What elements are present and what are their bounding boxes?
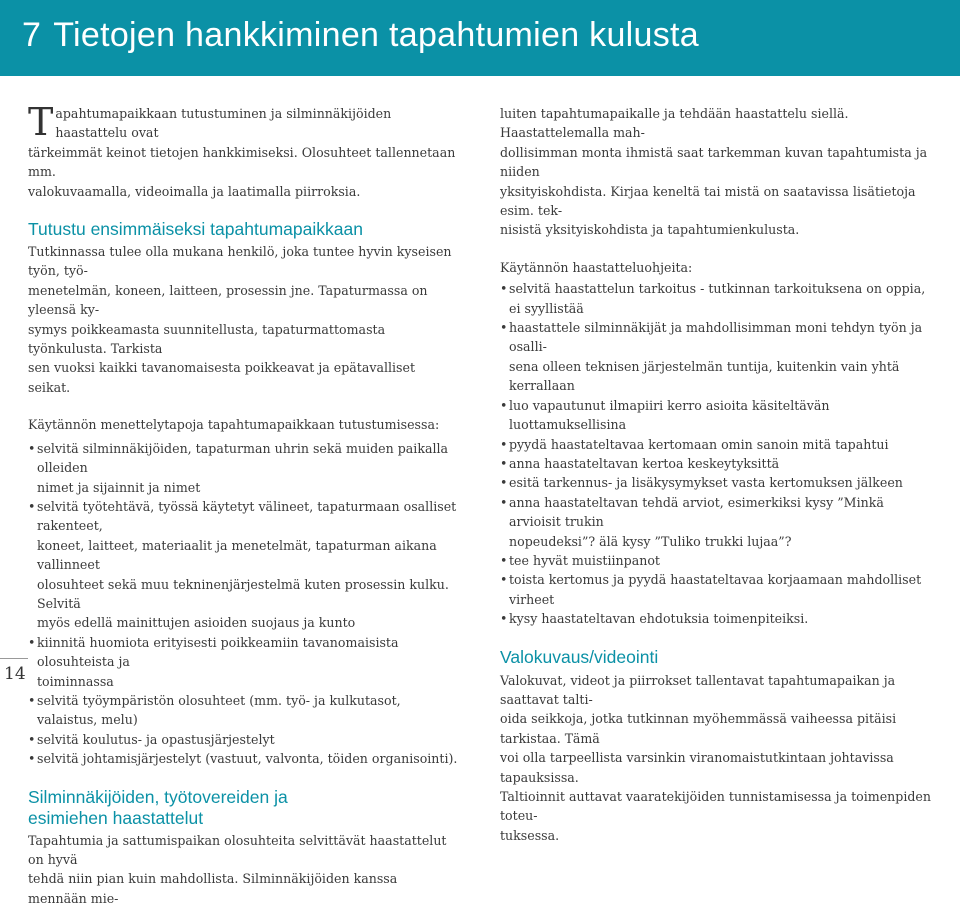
practices-list [28, 439, 460, 769]
list-item: • selvitä silminnäkijöiden, tapaturman uhrin sekä muiden paikalla olleiden nimet ja sijainnit ja nimet [28, 440, 449, 495]
list-item: • pyydä haastateltavaa kertomaan omin sanoin mitä tapahtui [500, 436, 889, 452]
drop-cap: T [28, 100, 54, 144]
list-item: • selvitä haastattelun tarkoitus - tutkinnan tarkoituksena on oppia, ei syyllistää [500, 281, 926, 316]
list-item: • selvitä koulutus- ja opastusjärjestelyt [28, 731, 275, 747]
list-item: • luo vapautunut ilmapiiri kerro asioita käsiteltävän luottamuksellisina [500, 397, 830, 433]
list-item: • kysy haastateltavan ehdotuksia toimenpiteiksi. [500, 611, 809, 627]
intro-line: tärkeimmät keinot tietojen hankkimiseksi. Olosuhteet tallennetaan mm. [28, 144, 456, 180]
list-item: • anna haastateltavan tehdä arviot, esimerkiksi kysy ”Minkä arvioisit trukin nopeudeksi”? älä kysy ”Tuliko trukki lujaa”? [500, 494, 884, 549]
list-item: • tee hyvät muistiinpanot [500, 552, 660, 568]
list-item: • haastattele silminnäkijät ja mahdollisimman moni tehdyn työn ja osalli- sena olleen teknisen järjestelmän tuntija, kuitenkin vain yhtä kerrallaan [500, 320, 923, 394]
intro-paragraph [28, 100, 460, 201]
section-heading: Silminnäkijöiden, työtovereiden ja esimiehen haastattelut [28, 786, 288, 828]
section-paragraph: Valokuvat, videot ja piirrokset tallentavat tapahtumapaikan ja saattavat talti- oida seikkoja, jotka tutkinnan myöhemmässä vaiheessa pitäisi tarkistaa. Tämä voi olla tarpeellista varsinkin viranomaistutkintaan johtavissa tapauksissa. Taltioinnit auttavat vaaratekijöiden tunnistamisessa ja toimenpiden toteu- tuksessa. [500, 672, 931, 843]
page-number: 14 [4, 664, 26, 684]
section-paragraph: Tutkinnassa tulee olla mukana henkilö, joka tuntee hyvin kyseisen työn, työ- menetelmän, koneen, laitteen, prosessin jne. Tapaturmassa on yleensä ky- symys poikkeamasta suunnitellusta, tapaturmattomasta työnkulusta. Tarkista sen vuoksi kaikki tavanomaisesta poikkeavat ja epätavalliset seikat. [28, 244, 452, 395]
chapter-header [0, 0, 960, 76]
list-item: • selvitä työympäristön olosuhteet (mm. työ- ja kulkutasot, valaistus, melu) [28, 692, 401, 728]
page-number-rule [0, 658, 28, 659]
continued-paragraph: luiten tapahtumapaikalle ja tehdään haastattelu siellä. Haastattelemalla mah- dollisimman monta ihmistä saat tarkemman kuvan tapahtumista ja niiden yksityiskohdista. Kirjaa keneltä tai mistä on saatavissa lisätietoja esim. tek- nisistä yksityiskohdista ja tapahtumienkulusta. [500, 106, 928, 238]
tips-intro: Käytännön haastatteluohjeita: [500, 259, 693, 275]
practices-intro: Käytännön menettelytapoja tapahtumapaikkaan tutustumisessa: [28, 417, 440, 433]
list-item: • selvitä johtamisjärjestelyt (vastuut, valvonta, töiden organisointi). [28, 751, 458, 767]
list-item: • kiinnitä huomiota erityisesti poikkeamiin tavanomaisista olosuhteista ja toiminnassa [28, 634, 399, 689]
intro-line: valokuvaamalla, videoimalla ja laatimalla piirroksia. [28, 183, 361, 199]
chapter-title-text: Tietojen hankkiminen tapahtumien kulusta [53, 16, 699, 54]
chapter-title [22, 16, 699, 55]
chapter-number: 7 [22, 16, 42, 54]
left-column [28, 100, 460, 908]
right-column [500, 104, 932, 845]
intro-line: apahtumapaikkaan tutustuminen ja silminnäkijöiden haastattelu ovat [55, 106, 392, 141]
list-item: • anna haastateltavan kertoa keskeytyksittä [500, 455, 780, 471]
list-item: • esitä tarkennus- ja lisäkysymykset vasta kertomuksen jälkeen [500, 475, 903, 491]
section-heading: Tutustu ensimmäiseksi tapahtumapaikkaan [28, 219, 363, 240]
section-paragraph: Tapahtumia ja sattumispaikan olosuhteita selvittävät haastattelut on hyvä tehdä niin pian kuin mahdollista. Silminnäkijöiden kanssa mennään mie- [28, 832, 447, 906]
list-item: • selvitä työtehtävä, työssä käytetyt välineet, tapaturmaan osalliset rakenteet, koneet, laitteet, materiaalit ja menetelmät, tapaturman aikana vallinneet olosuhteet sekä muu tekninenjärjestelmä kuten prosessin kulku. Selvitä myös edellä mainittujen asioiden suojaus ja kunto [28, 498, 457, 631]
list-item: • toista kertomus ja pyydä haastateltavaa korjaamaan mahdolliset virheet [500, 572, 922, 607]
section-heading: Valokuvaus/videointi [500, 646, 659, 667]
tips-list [500, 279, 932, 628]
